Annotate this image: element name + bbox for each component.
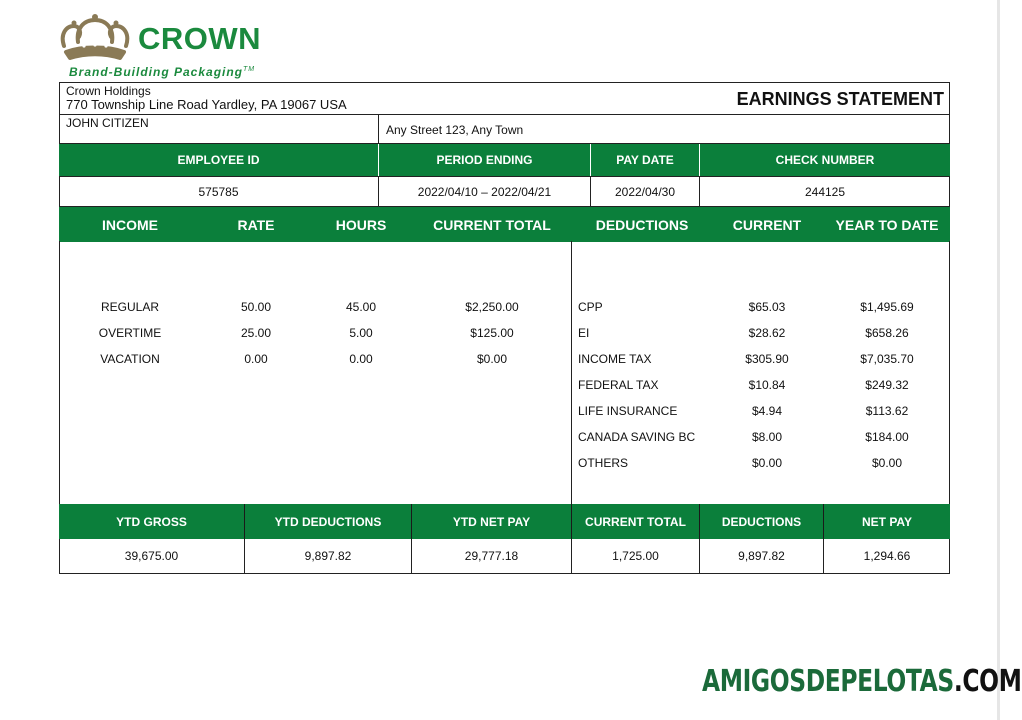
income-total: $2,250.00 <box>465 300 519 314</box>
income-total: $0.00 <box>476 352 508 366</box>
deduction-ytd: $658.26 <box>865 326 909 340</box>
period-ending-label: PERIOD ENDING <box>378 144 590 176</box>
ytd-net-pay-value: 29,777.18 <box>411 539 571 573</box>
statement-title: EARNINGS STATEMENT <box>736 89 944 109</box>
income-total: $125.00 <box>470 326 514 340</box>
hours-header: HOURS <box>311 207 411 242</box>
income-rate: 0.00 <box>244 352 268 366</box>
ytd-gross-label: YTD GROSS <box>59 504 244 539</box>
company-name: Crown Holdings <box>66 84 151 98</box>
company-address: 770 Township Line Road Yardley, PA 19067 USA <box>66 97 347 112</box>
income-hours: 5.00 <box>349 326 373 340</box>
income-hours: 45.00 <box>345 300 377 314</box>
deduction-name: INCOME TAX <box>578 352 652 366</box>
year-to-date-header: YEAR TO DATE <box>826 207 948 242</box>
deduction-name: LIFE INSURANCE <box>578 404 678 418</box>
watermark-main: AMIGOSDEPELOTAS <box>702 664 954 699</box>
deduction-name: CANADA SAVING BC <box>578 430 696 444</box>
check-number-label: CHECK NUMBER <box>699 144 950 176</box>
net-pay-value: 1,294.66 <box>823 539 950 573</box>
logo-tagline <box>69 65 255 79</box>
ytd-gross-value: 39,675.00 <box>124 549 179 563</box>
deduction-ytd: $184.00 <box>865 430 909 444</box>
deduction-current: $65.03 <box>748 300 786 314</box>
deduction-ytd: $7,035.70 <box>860 352 914 366</box>
income-rate: 25.00 <box>240 326 272 340</box>
pay-date-label: PAY DATE <box>590 144 699 176</box>
income-header: INCOME <box>70 207 190 242</box>
deduction-ytd: $1,495.69 <box>860 300 914 314</box>
employee-id-label: EMPLOYEE ID <box>59 144 378 176</box>
deduction-name: EI <box>578 326 590 340</box>
ytd-deductions-label: YTD DEDUCTIONS <box>244 504 411 539</box>
current-total-label: CURRENT TOTAL <box>571 504 699 539</box>
deduction-name: FEDERAL TAX <box>578 378 659 392</box>
deduction-current: $28.62 <box>748 326 786 340</box>
employee-id-value: 575785 <box>198 184 239 199</box>
trademark-mark: TM <box>243 66 256 73</box>
deduction-ytd: $249.32 <box>865 378 909 392</box>
deductions-header: DEDUCTIONS <box>582 207 702 242</box>
current-header: CURRENT <box>717 207 817 242</box>
earnings-body <box>59 241 950 505</box>
pay-date-value: 2022/04/30 <box>590 176 699 207</box>
ytd-net-pay-label: YTD NET PAY <box>411 504 571 539</box>
deduction-current: $8.00 <box>751 430 783 444</box>
rate-header: RATE <box>206 207 306 242</box>
company-header <box>59 82 950 115</box>
deduction-current: $4.94 <box>751 404 783 418</box>
deduction-name: OTHERS <box>578 456 629 470</box>
current-total-value: 1,725.00 <box>571 539 699 573</box>
tagline-text: Brand-Building Packaging <box>69 65 244 79</box>
income-type: OVERTIME <box>98 326 162 340</box>
deduction-ytd: $113.62 <box>865 404 909 418</box>
divider <box>378 115 379 143</box>
watermark <box>702 664 1022 699</box>
current-total-header: CURRENT TOTAL <box>420 207 564 242</box>
employee-address: Any Street 123, Any Town <box>386 123 524 137</box>
deduction-current: $305.90 <box>745 352 789 366</box>
employee-name: JOHN CITIZEN <box>66 116 149 130</box>
crown-icon <box>56 12 134 60</box>
income-hours: 0.00 <box>349 352 373 366</box>
deduction-ytd: $0.00 <box>871 456 903 470</box>
logo-wordmark: CROWN <box>138 21 262 56</box>
net-pay-label: NET PAY <box>823 504 950 539</box>
check-number-value: 244125 <box>699 176 950 207</box>
employee-row <box>59 114 950 144</box>
body-divider <box>571 241 572 504</box>
deductions-total-value: 9,897.82 <box>699 539 823 573</box>
ytd-deductions-value: 9,897.82 <box>244 539 411 573</box>
page-edge <box>997 0 1000 720</box>
watermark-suffix: .COM <box>953 664 1022 699</box>
deduction-current: $10.84 <box>748 378 786 392</box>
income-rate: 50.00 <box>240 300 272 314</box>
deductions-total-label: DEDUCTIONS <box>699 504 823 539</box>
income-type: REGULAR <box>100 300 159 314</box>
deduction-current: $0.00 <box>751 456 783 470</box>
deduction-name: CPP <box>578 300 603 314</box>
income-type: VACATION <box>100 352 160 366</box>
period-ending-value: 2022/04/10 – 2022/04/21 <box>378 176 590 207</box>
